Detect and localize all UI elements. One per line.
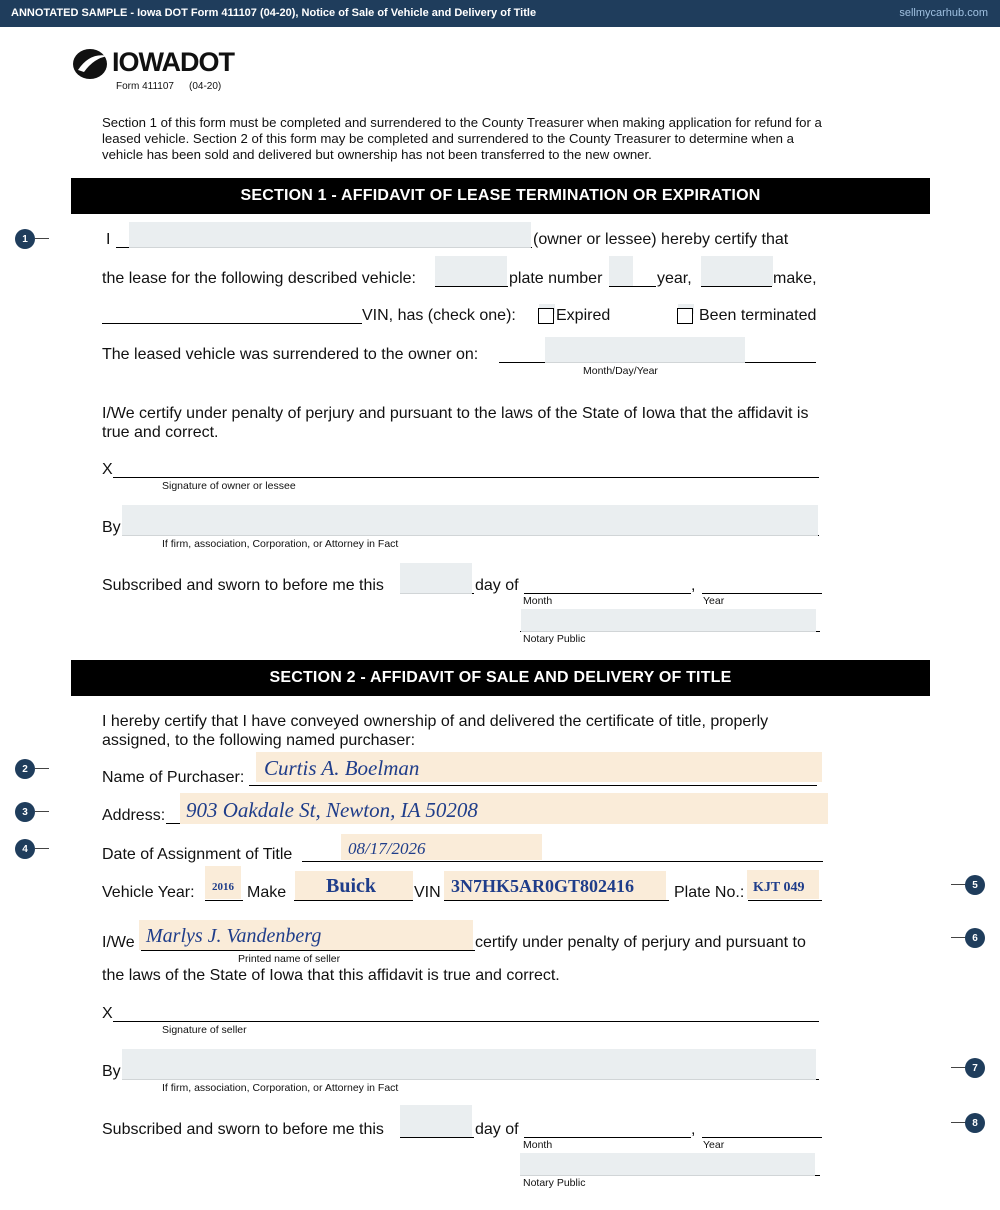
s1-expired-label: Expired	[556, 307, 611, 324]
s1-day-of-label: day of	[475, 577, 519, 594]
banner-site-link[interactable]: sellmycarhub.com	[899, 7, 988, 19]
s2-printed-caption: Printed name of seller	[238, 953, 341, 965]
s2-day-field[interactable]	[400, 1105, 472, 1137]
s1-year-field[interactable]	[609, 256, 633, 286]
s2-purchaser-label: Name of Purchaser:	[102, 769, 245, 786]
s1-owner-name-field[interactable]	[129, 222, 531, 248]
s2-purchaser-line	[249, 785, 817, 786]
s2-laws-text: the laws of the State of Iowa that this affidavit is true and correct.	[102, 967, 560, 984]
s2-address-value: 903 Oakdale St, Newton, IA 50208	[186, 798, 478, 822]
iowa-dot-swoosh-icon	[72, 46, 112, 82]
callout-leader-5	[951, 884, 966, 885]
s2-make-value: Buick	[326, 875, 377, 897]
s2-month-caption: Month	[523, 1139, 553, 1151]
s2-year-sworn-line[interactable]	[702, 1137, 822, 1138]
s2-seller-value: Marlys J. Vandenberg	[146, 925, 322, 947]
callout-marker-3: 3	[15, 802, 35, 822]
callout-leader-4	[35, 848, 49, 849]
intro-paragraph: Section 1 of this form must be completed and surrendered to the County Treasurer when making application for refund for a leased vehicle. Section 2 of this form may be completed and surrendered to the County Treasurer to determine when a vehicle has been sold and delivered but ownership has not been transferred to the new owner.	[102, 115, 822, 162]
s2-plate-line	[748, 900, 822, 901]
s2-purchaser-value: Curtis A. Boelman	[264, 756, 420, 780]
section2-heading: SECTION 2 - AFFIDAVIT OF SALE AND DELIVERY OF TITLE	[71, 660, 930, 696]
s1-vin-line[interactable]	[102, 323, 362, 324]
s2-signature-line[interactable]	[113, 1021, 819, 1022]
s1-year-label: year,	[657, 270, 692, 287]
s2-by-field[interactable]	[122, 1049, 816, 1080]
s1-notary-field[interactable]	[521, 609, 816, 632]
s2-plate-value: KJT 049	[753, 880, 805, 895]
s1-surrendered-label: The leased vehicle was surrendered to the owner on:	[102, 346, 479, 363]
s1-i-label: I	[106, 231, 111, 248]
s2-day-line	[400, 1137, 474, 1138]
s1-vin-label: VIN, has (check one):	[362, 307, 516, 324]
s2-month-line[interactable]	[524, 1137, 691, 1138]
s1-terminated-label: Been terminated	[699, 307, 817, 324]
s2-notary-field[interactable]	[520, 1153, 815, 1176]
callout-leader-8	[951, 1122, 966, 1123]
section1-heading: SECTION 1 - AFFIDAVIT OF LEASE TERMINATION OR EXPIRATION	[71, 178, 930, 214]
s2-certify-suffix: certify under penalty of perjury and pursuant to	[475, 934, 806, 951]
s1-year-caption: Year	[703, 595, 725, 607]
callout-leader-6	[951, 937, 966, 938]
s1-by-label: By	[102, 519, 121, 536]
s1-make-line	[701, 286, 772, 287]
s2-plate-label: Plate No.:	[674, 884, 745, 901]
callout-leader-1	[35, 238, 49, 239]
s1-make-label: make,	[773, 270, 817, 287]
s1-plate-number-field[interactable]	[435, 256, 507, 286]
s2-vin-value: 3N7HK5AR0GT802416	[451, 876, 635, 896]
s1-comma: ,	[691, 577, 696, 594]
callout-marker-2: 2	[15, 759, 35, 779]
s1-plate-line	[435, 286, 508, 287]
s1-by-caption: If firm, association, Corporation, or Attorney in Fact	[162, 538, 399, 550]
s2-x-label: X	[102, 1005, 113, 1022]
s2-make-line	[294, 900, 413, 901]
callout-leader-7	[951, 1067, 966, 1068]
logo-wordmark: IOWADOT	[112, 47, 234, 77]
s1-plate-label: plate number	[509, 270, 603, 287]
s2-vin-line	[444, 900, 669, 901]
s1-notary-caption: Notary Public	[523, 633, 586, 645]
s2-year-caption: Year	[703, 1139, 725, 1151]
s1-lease-prefix: the lease for the following described vehicle:	[102, 270, 416, 287]
s2-iwe-label: I/We	[102, 934, 135, 951]
s2-day-of-label: day of	[475, 1121, 519, 1138]
s1-terminated-checkbox[interactable]	[677, 308, 693, 324]
s1-year-line	[609, 286, 656, 287]
s2-comma: ,	[691, 1121, 696, 1138]
s1-expired-checkbox[interactable]	[538, 308, 554, 324]
s1-make-field[interactable]	[701, 256, 773, 286]
annotation-banner	[0, 0, 1000, 27]
s2-year-value: 2016	[212, 881, 234, 893]
s2-sworn-label: Subscribed and sworn to before me this	[102, 1121, 384, 1138]
s1-surrender-date-field[interactable]	[545, 337, 745, 363]
s1-by-field[interactable]	[122, 505, 818, 536]
form-number: Form 411107	[116, 81, 174, 92]
s2-seller-line	[141, 950, 475, 951]
s2-year-line	[205, 900, 243, 901]
s2-notary-caption: Notary Public	[523, 1177, 586, 1189]
banner-title: ANNOTATED SAMPLE - Iowa DOT Form 411107 (04-20), Notice of Sale of Vehicle and Delivery of Title	[11, 7, 537, 19]
s2-date-line	[302, 861, 823, 862]
s2-date-label: Date of Assignment of Title	[102, 846, 293, 863]
callout-marker-4: 4	[15, 839, 35, 859]
s2-sig-caption: Signature of seller	[162, 1024, 247, 1036]
callout-leader-2	[35, 768, 49, 769]
s2-intro-text: I hereby certify that I have conveyed ownership of and delivered the certificate of title, properly assigned, to the following named purchaser:	[102, 713, 769, 749]
s2-vin-label: VIN	[414, 884, 441, 901]
s1-month-line[interactable]	[524, 593, 691, 594]
s1-day-field[interactable]	[400, 563, 472, 594]
s1-sig-caption: Signature of owner or lessee	[162, 480, 296, 492]
s1-owner-suffix: (owner or lessee) hereby certify that	[533, 231, 789, 248]
s2-date-value: 08/17/2026	[348, 839, 426, 858]
s1-x-label: X	[102, 461, 113, 478]
s1-signature-line[interactable]	[113, 477, 819, 478]
callout-leader-3	[35, 811, 49, 812]
callout-marker-5: 5	[965, 875, 985, 895]
s1-date-caption: Month/Day/Year	[583, 365, 658, 377]
s1-certify-text: I/We certify under penalty of perjury and pursuant to the laws of the State of Iowa that the affidavit is true and correct.	[102, 405, 809, 441]
callout-marker-6: 6	[965, 928, 985, 948]
callout-marker-7: 7	[965, 1058, 985, 1078]
s2-by-caption: If firm, association, Corporation, or Attorney in Fact	[162, 1082, 399, 1094]
s1-month-caption: Month	[523, 595, 553, 607]
s2-by-label: By	[102, 1063, 121, 1080]
callout-marker-8: 8	[965, 1113, 985, 1133]
callout-marker-1: 1	[15, 229, 35, 249]
s1-sworn-label: Subscribed and sworn to before me this	[102, 577, 384, 594]
s2-address-label: Address:	[102, 807, 166, 824]
form-date: (04-20)	[189, 81, 222, 92]
iowa-dot-logo	[72, 46, 262, 84]
s2-make-label: Make	[247, 884, 287, 901]
s2-year-label: Vehicle Year:	[102, 884, 195, 901]
s1-year-sworn-line[interactable]	[702, 593, 822, 594]
